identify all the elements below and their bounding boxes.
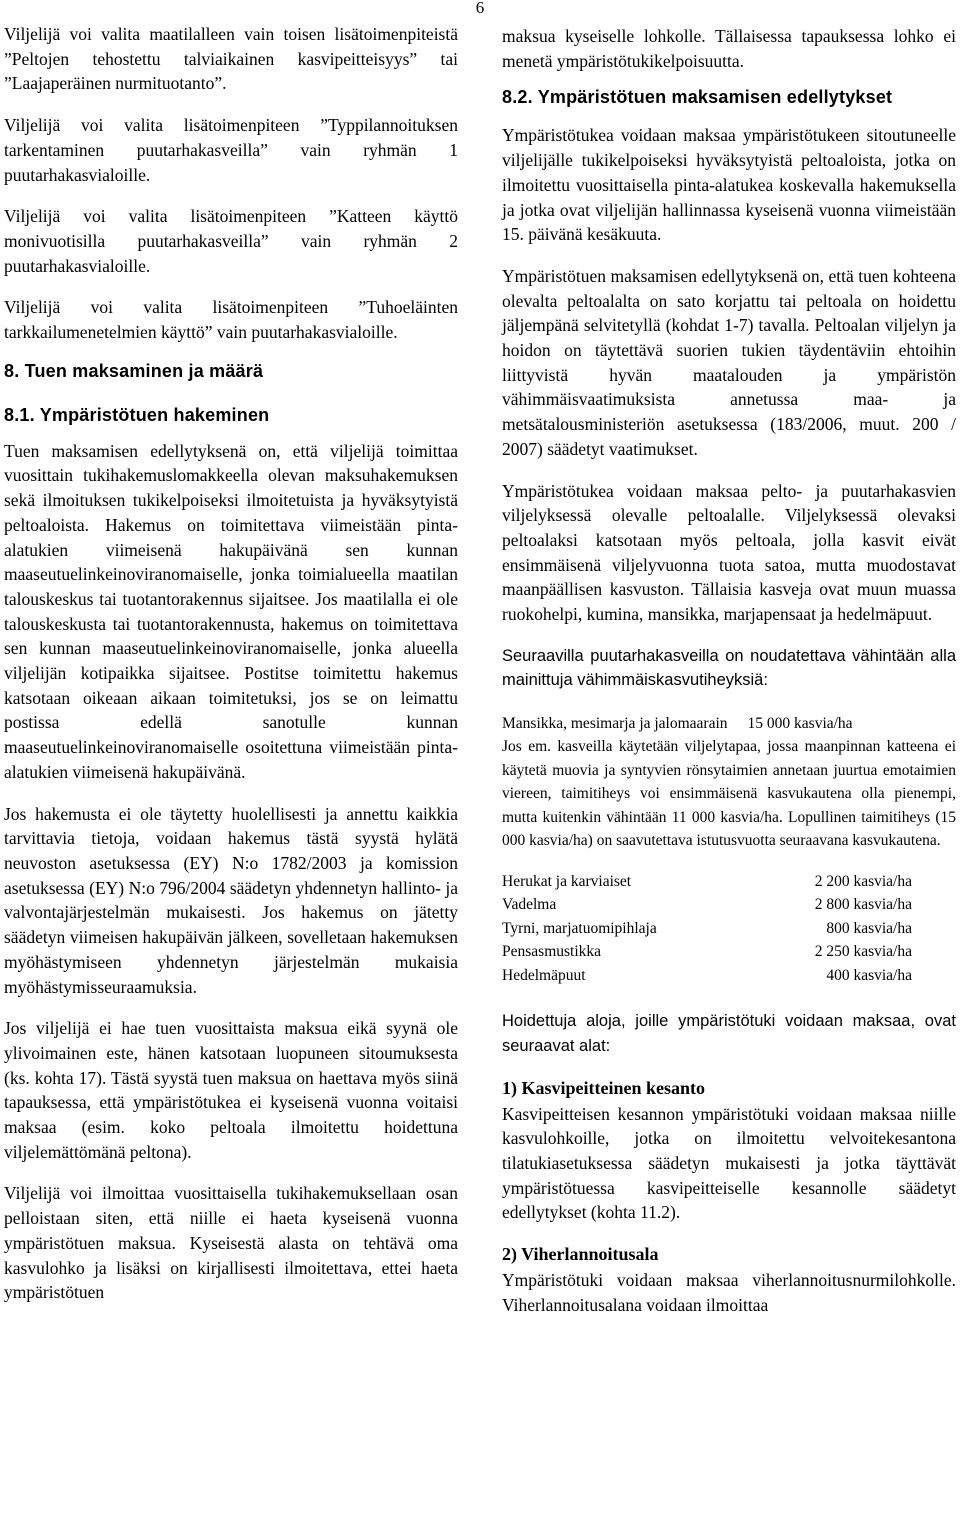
paragraph: Ympäristötukea voidaan maksaa ympäristötukeen sitoutuneelle viljelijälle tukikelpoiseksi hyväksytyistä peltoaloista, jotka on ilmoitettu vuosittaisella pinta-alatukea koskevalla hakemuksella ja jotka ovat viljelijän hallinnassa kyseisenä vuonna viimeistään 15. päivänä kesäkuuta. — [502, 125, 956, 245]
plant-name: Vadelma — [502, 896, 557, 914]
paragraph: Ympäristötukea voidaan maksaa pelto- ja puutarhakasvien viljelyksessä olevalle peltoalalle. Viljelyksessä olevaksi peltoalaksi katsotaan myös peltoala, jolla kasvit eivät ensimmäisenä viljelyvuonna tuota satoa, mutta muodostavat maanpäällisen kasvuston. Tällaisia kasveja ovat muun muassa ruokohelpi, kumina, mansikka, marjapensaat ja hedelmäpuut. — [502, 480, 956, 625]
paragraph: Viljelijä voi ilmoittaa vuosittaisella tukihakemuksellaan osan pelloistaan siten, että niille ei haeta kyseisenä vuonna ympäristötuen maksua. Kyseisestä alasta on tehtävä oma kasvulohko ja lisäksi on kirjallisesti ilmoitettava, ettei haeta ympäristötuen — [4, 1183, 458, 1303]
table-row — [502, 870, 912, 894]
section-heading: 8. Tuen maksaminen ja määrä — [4, 360, 264, 381]
subsection-heading: 8.1. Ympäristötuen hakeminen — [4, 404, 270, 425]
paragraph: Ympäristötuen maksamisen edellytyksenä on, että tuen kohteena olevalta peltoalalta on sato korjattu tai peltoala on hoidettu jäljempänä selvitetyllä (kohdat 1-7) tavalla. Peltoalan viljelyn ja hoidon on täytettävä suorien tukien täydentäviin ehtoihin liittyvistä hyvän maatalouden ja ympäristön vähimmäisvaatimuksista annetussa maa- ja metsätalousministeriön asetuksessa (183/2006, muut. 200 / 2007) säädetyt vaatimukset. — [502, 265, 956, 459]
paragraph: Jos em. kasveilla käytetään viljelytapaa, jossa maanpinnan katteena ei käytetä muovia ja syntyvien rönsytaimien annetaan juurtua emotaimien viereen, taimitiheys voi ensimmäisenä kasvukautena olla pienempi, mutta kuitenkin vähintään 11 000 kasvia/ha. Lopullinen taimitiheys (15 000 kasvia/ha) on saavutettava istutusvuotta seuraavana kasvukautena. — [502, 738, 956, 850]
left-column — [4, 22, 458, 1322]
plant-density: 800 kasvia/ha — [826, 919, 912, 937]
paragraph: Viljelijä voi valita lisätoimenpiteen ”Katteen käyttö monivuotisilla puutarhakasveilla” vain ryhmän 2 puutarhakasvialoille. — [4, 206, 458, 276]
plant-name: Herukat ja karviaiset — [502, 872, 632, 890]
plant-name: Tyrni, marjatuomipihlaja — [502, 919, 657, 937]
paragraph: Hoidettuja aloja, joille ympäristötuki voidaan maksaa, ovat seuraavat alat: — [502, 1012, 956, 1055]
plant-density: 2 250 kasvia/ha — [814, 943, 912, 961]
plant-density: 2 200 kasvia/ha — [814, 872, 912, 890]
item-heading: 2) Viherlannoitusala — [502, 1244, 659, 1265]
page-number: 6 — [475, 0, 485, 17]
paragraph: Kasvipeitteisen kesannon ympäristötuki voidaan maksaa niille kasvulohkoille, jotka on ilmoitettu velvoitekesantona tilatukiasetuksessa säädetyn mukaisesti ja jotka täyttävät ympäristötuessa kasvipeitteiselle kesannolle säädetyt edellytykset (kohta 11.2). — [502, 1103, 956, 1223]
paragraph: Jos hakemusta ei ole täytetty huolellisesti ja annettu kaikkia tarvittavia tietoja, voidaan hakemus tästä syystä hylätä neuvoston asetuksessa (EY) N:o 1782/2003 ja komission asetuksessa (EY) N:o 796/2004 säädetyn yhdennetyn hallinto- ja valvontajärjestelmän mukaisesti. Jos hakemus on jätetty säädetyn viimeisen hakupäivän jälkeen, sovelletaan hakemuksen myöhästymiseen yhdennetyn järjestelmän mukaisia myöhästymisseuraamuksia. — [4, 803, 458, 997]
plant-density: 15 000 kasvia/ha — [747, 715, 853, 733]
plant-name: Hedelmäpuut — [502, 966, 586, 984]
paragraph: Jos viljelijä ei hae tuen vuosittaista maksua eikä syynä ole ylivoimainen este, hänen katsotaan luopuneen sitoumuksesta (ks. kohta 17). Tästä syystä tuen maksua on haettava myös siinä tapauksessa, että ympäristötukea ei kyseisenä vuonna voitaisi maksaa (esim. koko peltoala ilmoitettu hoidettuna viljelemättömänä peltona). — [4, 1018, 458, 1162]
plant-name: Mansikka, mesimarja ja jalomaarain — [502, 715, 728, 733]
right-column — [502, 24, 956, 1335]
plant-density: 2 800 kasvia/ha — [814, 896, 912, 914]
plant-density: 400 kasvia/ha — [826, 966, 912, 984]
table-row — [502, 964, 912, 988]
paragraph: Tuen maksamisen edellytyksenä on, että viljelijä toimittaa vuosittain tukihakemuslomakkeella olevan maksuhakemuksen sekä ilmoituksen tukikelpoiseksi ilmoitetuista ja hyväksytyistä peltoaloista. Hakemus on toimitettava viimeistään pinta-alatukien viimeisenä hakupäivänä sen kunnan maaseutuelinkeinoviranomaiselle, jonka toimialueella maatilan talouskeskus tai tuotantorakennus sijaitsee. Jos maatilalla ei ole talouskeskusta tai tuotantorakennusta, hakemus on toimitettava sen kunnan maaseutuelinkeinoviranomaiselle, jonka alueella viljelijän kotipaikka sijaitsee. Postitse toimitettu hakemus katsotaan oikeaan aikaan toimitetuksi, jos se on leimattu postissa edellä sanotulle kunnan maaseutuelinkeinoviranomaiselle osoitettuna viimeistään pinta-alatukien viimeisenä hakupäivänä. — [4, 440, 458, 782]
paragraph: Seuraavilla puutarhakasveilla on noudatettava vähintään alla mainittuja vähimmäiskasvutiheyksiä: — [502, 646, 956, 690]
density-table — [502, 870, 912, 988]
table-row — [502, 940, 912, 964]
paragraph: Viljelijä voi valita lisätoimenpiteen ”Typpilannoituksen tarkentaminen puutarhakasveilla” vain ryhmän 1 puutarhakasvialoille. — [4, 115, 458, 185]
paragraph: maksua kyseiselle lohkolle. Tällaisessa tapauksessa lohko ei menetä ympäristötukikelpoisuutta. — [502, 26, 956, 71]
subsection-heading: 8.2. Ympäristötuen maksamisen edellytykset — [502, 87, 893, 108]
table-row — [502, 917, 912, 941]
item-heading: 1) Kasvipeitteinen kesanto — [502, 1077, 706, 1098]
plant-name: Pensasmustikka — [502, 943, 602, 961]
table-row — [502, 893, 912, 917]
paragraph: Viljelijä voi valita lisätoimenpiteen ”Tuhoeläinten tarkkailumenetelmien käyttö” vain puutarhakasvialoille. — [4, 297, 458, 343]
density-row-first — [502, 713, 956, 735]
paragraph: Viljelijä voi valita maatilalleen vain toisen lisätoimenpiteistä ”Peltojen tehostettu talviaikainen kasvipeitteisyys” tai ”Laajaperäinen nurmituotanto”. — [4, 24, 458, 94]
paragraph: Ympäristötuki voidaan maksaa viherlannoitusnurmilohkolle. Viherlannoitusalana voidaan ilmoittaa — [502, 1270, 956, 1315]
